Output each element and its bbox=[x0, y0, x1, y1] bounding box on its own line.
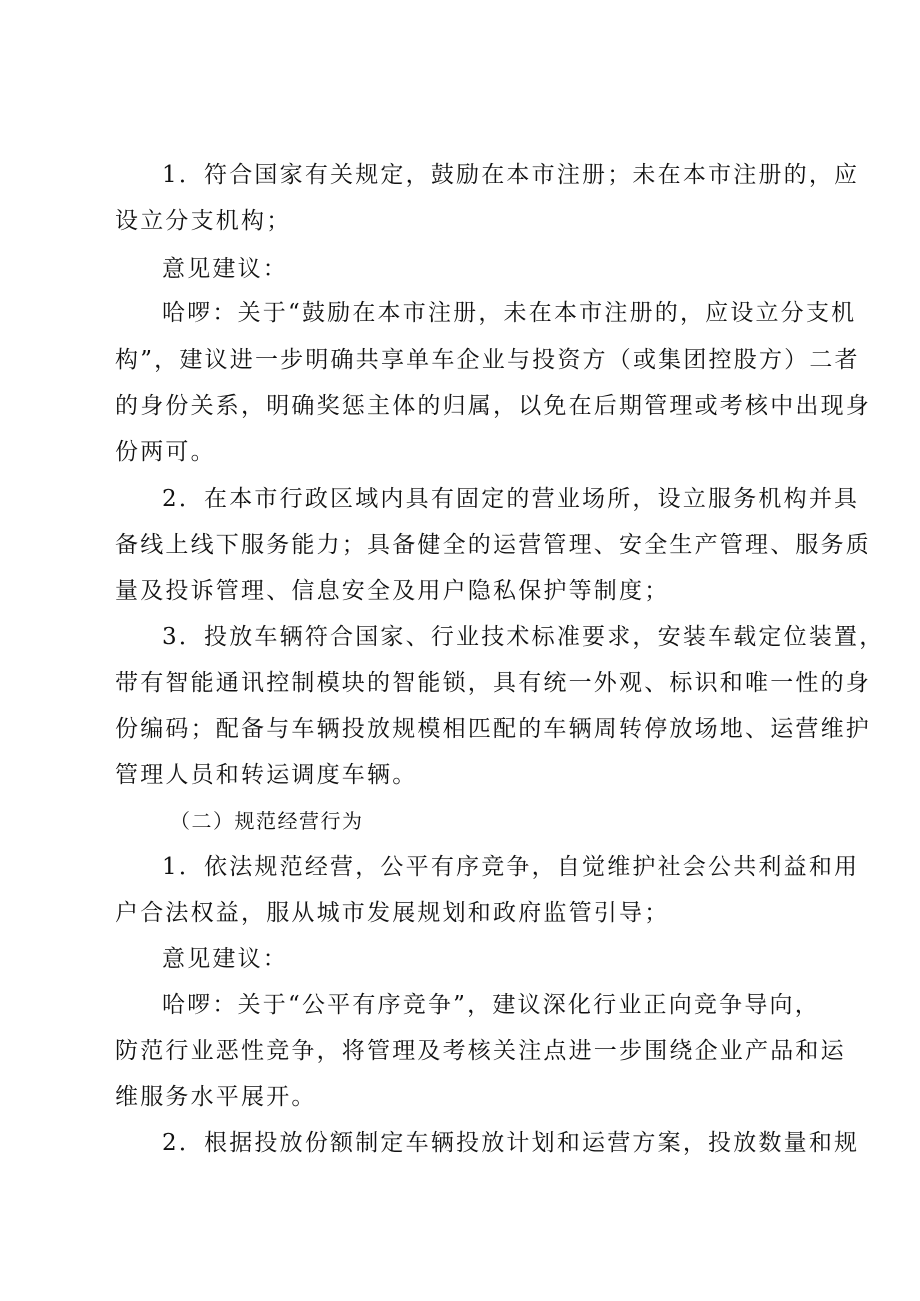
opinion-heading-2: 意见建议： bbox=[162, 946, 288, 972]
paragraph-5-line-2: 带有智能通讯控制模块的智能锁，具有统一外观、标识和唯一性的身 bbox=[115, 670, 871, 696]
paragraph-3-line-1: 哈啰：关于“鼓励在本市注册，未在本市注册的，应设立分支机 bbox=[162, 300, 857, 326]
paragraph-5-line-4: 管理人员和转运调度车辆。 bbox=[115, 762, 418, 788]
section-heading: （二）规范经营行为 bbox=[170, 809, 364, 833]
paragraph-7-line-2: 户合法权益，服从城市发展规划和政府监管引导； bbox=[115, 900, 670, 926]
paragraph-9-line-3: 维服务水平展开。 bbox=[115, 1084, 317, 1110]
paragraph-1-line-1: 1．符合国家有关规定，鼓励在本市注册；未在本市注册的，应 bbox=[162, 162, 860, 188]
paragraph-3-line-3: 的身份关系，明确奖惩主体的归属，以免在后期管理或考核中出现身 bbox=[115, 393, 871, 419]
paragraph-4-line-1: 2．在本市行政区域内具有固定的营业场所，设立服务机构并具 bbox=[162, 486, 860, 512]
paragraph-3-line-4: 份两可。 bbox=[115, 439, 216, 465]
paragraph-1-line-2: 设立分支机构； bbox=[115, 208, 292, 234]
paragraph-7-line-1: 1．依法规范经营，公平有序竞争，自觉维护社会公共利益和用 bbox=[162, 854, 860, 880]
paragraph-9-line-1: 哈啰：关于“公平有序竞争”，建议深化行业正向竞争导向， bbox=[162, 992, 820, 1018]
paragraph-5-line-3: 份编码；配备与车辆投放规模相匹配的车辆周转停放场地、运营维护 bbox=[115, 716, 871, 742]
paragraph-10-line-1: 2．根据投放份额制定车辆投放计划和运营方案，投放数量和规 bbox=[162, 1130, 860, 1156]
paragraph-4-line-3: 量及投诉管理、信息安全及用户隐私保护等制度； bbox=[115, 578, 670, 604]
paragraph-4-line-2: 备线上线下服务能力；具备健全的运营管理、安全生产管理、服务质 bbox=[115, 532, 871, 558]
paragraph-3-line-2: 构”，建议进一步明确共享单车企业与投资方（或集团控股方）二者 bbox=[115, 347, 860, 373]
opinion-heading: 意见建议： bbox=[162, 256, 288, 282]
paragraph-5-line-1: 3．投放车辆符合国家、行业技术标准要求，安装车载定位装置， bbox=[162, 624, 885, 650]
paragraph-9-line-2: 防范行业恶性竞争，将管理及考核关注点进一步围绕企业产品和运 bbox=[115, 1038, 846, 1064]
